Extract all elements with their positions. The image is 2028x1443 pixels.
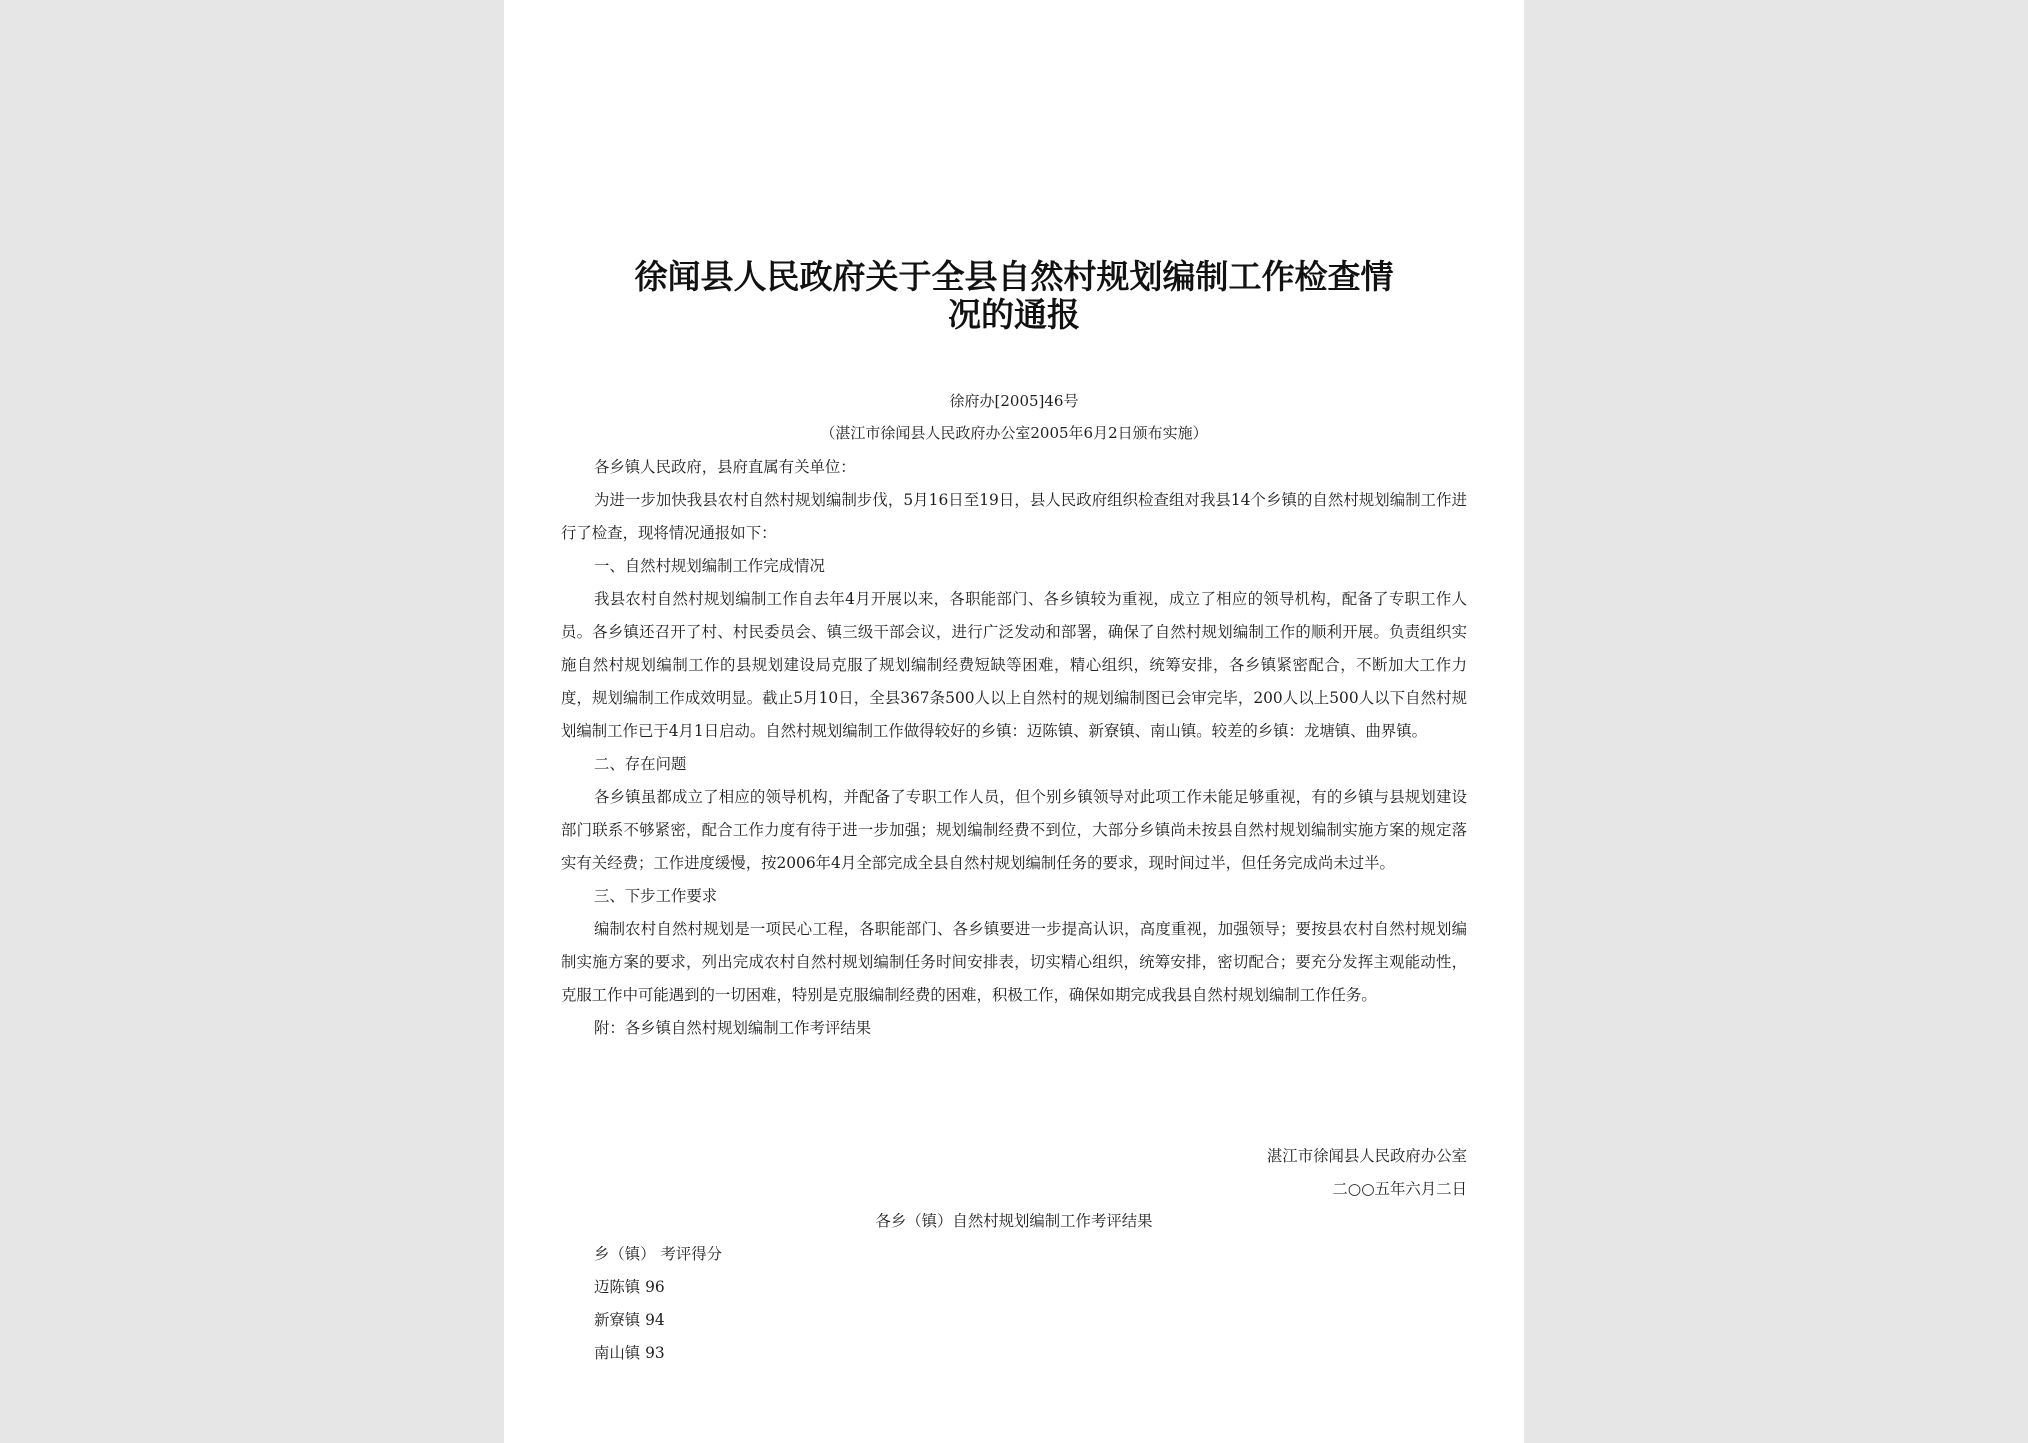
section-heading-1: 一、自然村规划编制工作完成情况: [594, 557, 825, 575]
section-1-paragraph: 我县农村自然村规划编制工作自去年4月开展以来，各职能部门、各乡镇较为重视，成立了相应的领导机构，配备了专职工作人员。各乡镇还召开了村、村民委员会、镇三级干部会议，进行广泛发动和部署，确保了自然村规划编制工作的顺利开展。负责组织实施自然村规划编制工作的县规划建设局克服了规划编制经费短缺等困难，精心组织，统筹安排，各乡镇紧密配合，不断加大工作力度，规划编制工作成效明显。截止5月10日，全县367条500人以上自然村的规划编制图已会审完毕，200人以上500人以下自然村规划编制工作已于4月1日启动。自然村规划编制工作做得较好的乡镇：迈陈镇、新寮镇、南山镇。较差的乡镇：龙塘镇、曲界镇。: [561, 590, 1467, 740]
section-2-paragraph: 各乡镇虽都成立了相应的领导机构，并配备了专职工作人员，但个别乡镇领导对此项工作未能足够重视，有的乡镇与县规划建设部门联系不够紧密，配合工作力度有待于进一步加强；规划编制经费不到位，大部分乡镇尚未按县自然村规划编制实施方案的规定落实有关经费；工作进度缓慢，按2006年4月全部完成全县自然村规划编制任务的要求，现时间过半，但任务完成尚未过半。: [561, 788, 1467, 872]
section-3-paragraph: 编制农村自然村规划是一项民心工程，各职能部门、各乡镇要进一步提高认识，高度重视，加强领导；要按县农村自然村规划编制实施方案的要求，列出完成农村自然村规划编制任务时间安排表，切实精心组织，统筹安排，密切配合；要充分发挥主观能动性，克服工作中可能遇到的一切困难，特别是克服编制经费的困难，积极工作，确保如期完成我县自然村规划编制工作任务。: [561, 920, 1467, 1004]
intro-paragraph: 为进一步加快我县农村自然村规划编制步伐，5月16日至19日，县人民政府组织检查组对我县14个乡镇的自然村规划编制工作进行了检查，现将情况通报如下：: [561, 491, 1467, 542]
salutation: 各乡镇人民政府，县府直属有关单位：: [594, 458, 856, 476]
issued-note: （湛江市徐闻县人民政府办公室2005年6月2日颁布实施）: [820, 424, 1208, 442]
attachment-title: 各乡（镇）自然村规划编制工作考评结果: [875, 1212, 1153, 1230]
attachment-note: 附：各乡镇自然村规划编制工作考评结果: [594, 1019, 872, 1037]
section-heading-2: 二、存在问题: [594, 755, 687, 773]
results-list: [594, 1238, 722, 1370]
result-row: 新寮镇 94: [594, 1311, 665, 1329]
result-row: 南山镇 93: [594, 1344, 665, 1362]
signature-org: 湛江市徐闻县人民政府办公室: [1266, 1147, 1467, 1165]
document-page: [504, 0, 1524, 1443]
section-heading-3: 三、下步工作要求: [594, 887, 718, 905]
document-body: [561, 451, 1467, 1045]
document-title-line-1: 徐闻县人民政府关于全县自然村规划编制工作检查情: [634, 257, 1394, 296]
signature-block: [561, 1140, 1467, 1206]
signature-date: 二○○五年六月二日: [1332, 1180, 1467, 1198]
result-row: 迈陈镇 96: [594, 1278, 665, 1296]
document-title: [561, 258, 1467, 334]
document-title-line-2: 况的通报: [948, 295, 1080, 334]
document-number: 徐府办[2005]46号: [949, 392, 1079, 410]
results-header: 乡（镇） 考评得分: [594, 1245, 723, 1263]
